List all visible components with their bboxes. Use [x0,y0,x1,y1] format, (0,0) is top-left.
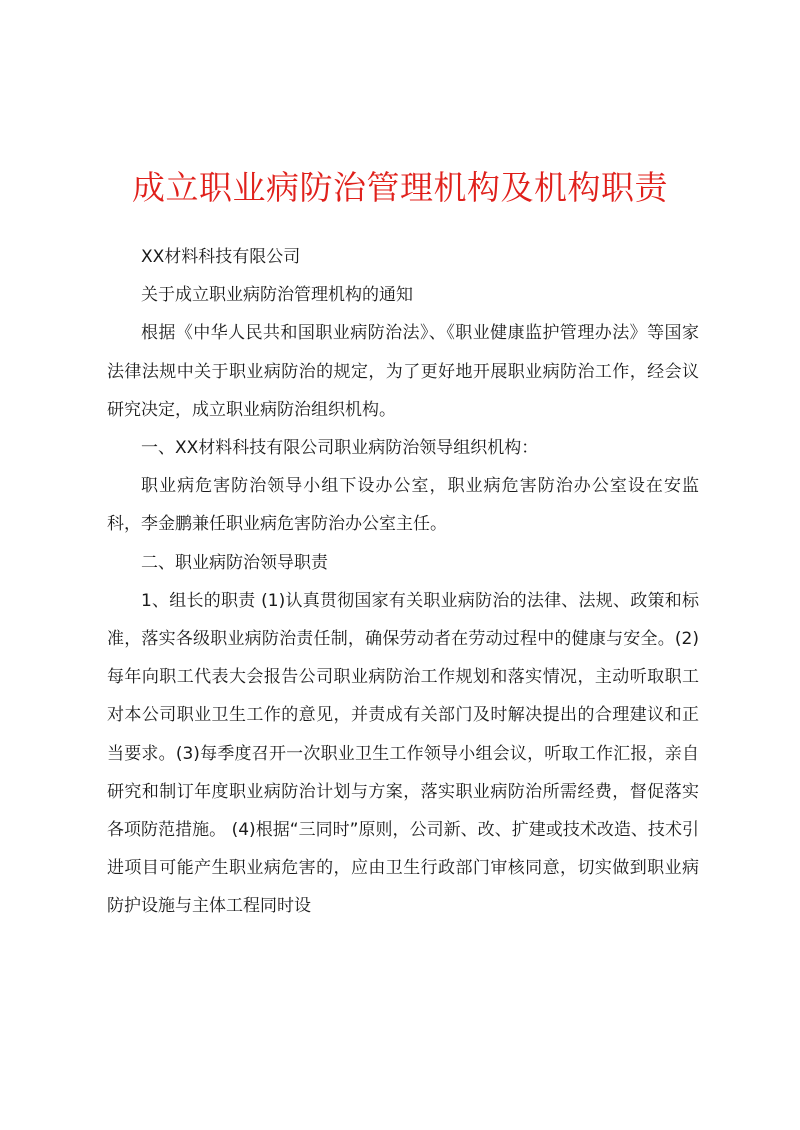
document-body [107,238,699,926]
leader-duties-paragraph: 1、组长的职责 (1)认真贯彻国家有关职业病防治的法律、法规、政策和标准，落实各级职业病防治责任制，确保劳动者在劳动过程中的健康与安全。(2)每年向职工代表大会报告公司职业病防治工作规划和落实情况，主动听取职工对本公司职业卫生工作的意见，并责成有关部门及时解决提出的合理建议和正当要求。(3)每季度召开一次职业卫生工作领导小组会议，听取工作汇报，亲自研究和制订年度职业病防治计划与方案，落实职业病防治所需经费，督促落实各项防范措施。 (4)根据“三同时”原则，公司新、改、扩建或技术改造、技术引进项目可能产生职业病危害的，应由卫生行政部门审核同意，切实做到职业病防护设施与主体工程同时设 [107,590,699,917]
section-one-heading: 一、XX材料科技有限公司职业病防治领导组织机构： [141,438,539,459]
section-two-heading: 二、职业病防治领导职责 [141,552,328,573]
notice-subject-line: 关于成立职业病防治管理机构的通知 [141,285,413,306]
basis-paragraph: 根据《中华人民共和国职业病防治法》、《职业健康监护管理办法》等国家法律法规中关于职业病防治的规定，为了更好地开展职业病防治工作，经会议研究决定，成立职业病防治组织机构。 [107,323,699,420]
company-name-line: XX材料科技有限公司 [141,247,301,267]
office-setup-paragraph: 职业病危害防治领导小组下设办公室，职业病危害防治办公室设在安监科，李金鹏兼任职业病危害防治办公室主任。 [107,476,699,535]
document-title: 成立职业病防治管理机构及机构职责 [132,168,668,207]
